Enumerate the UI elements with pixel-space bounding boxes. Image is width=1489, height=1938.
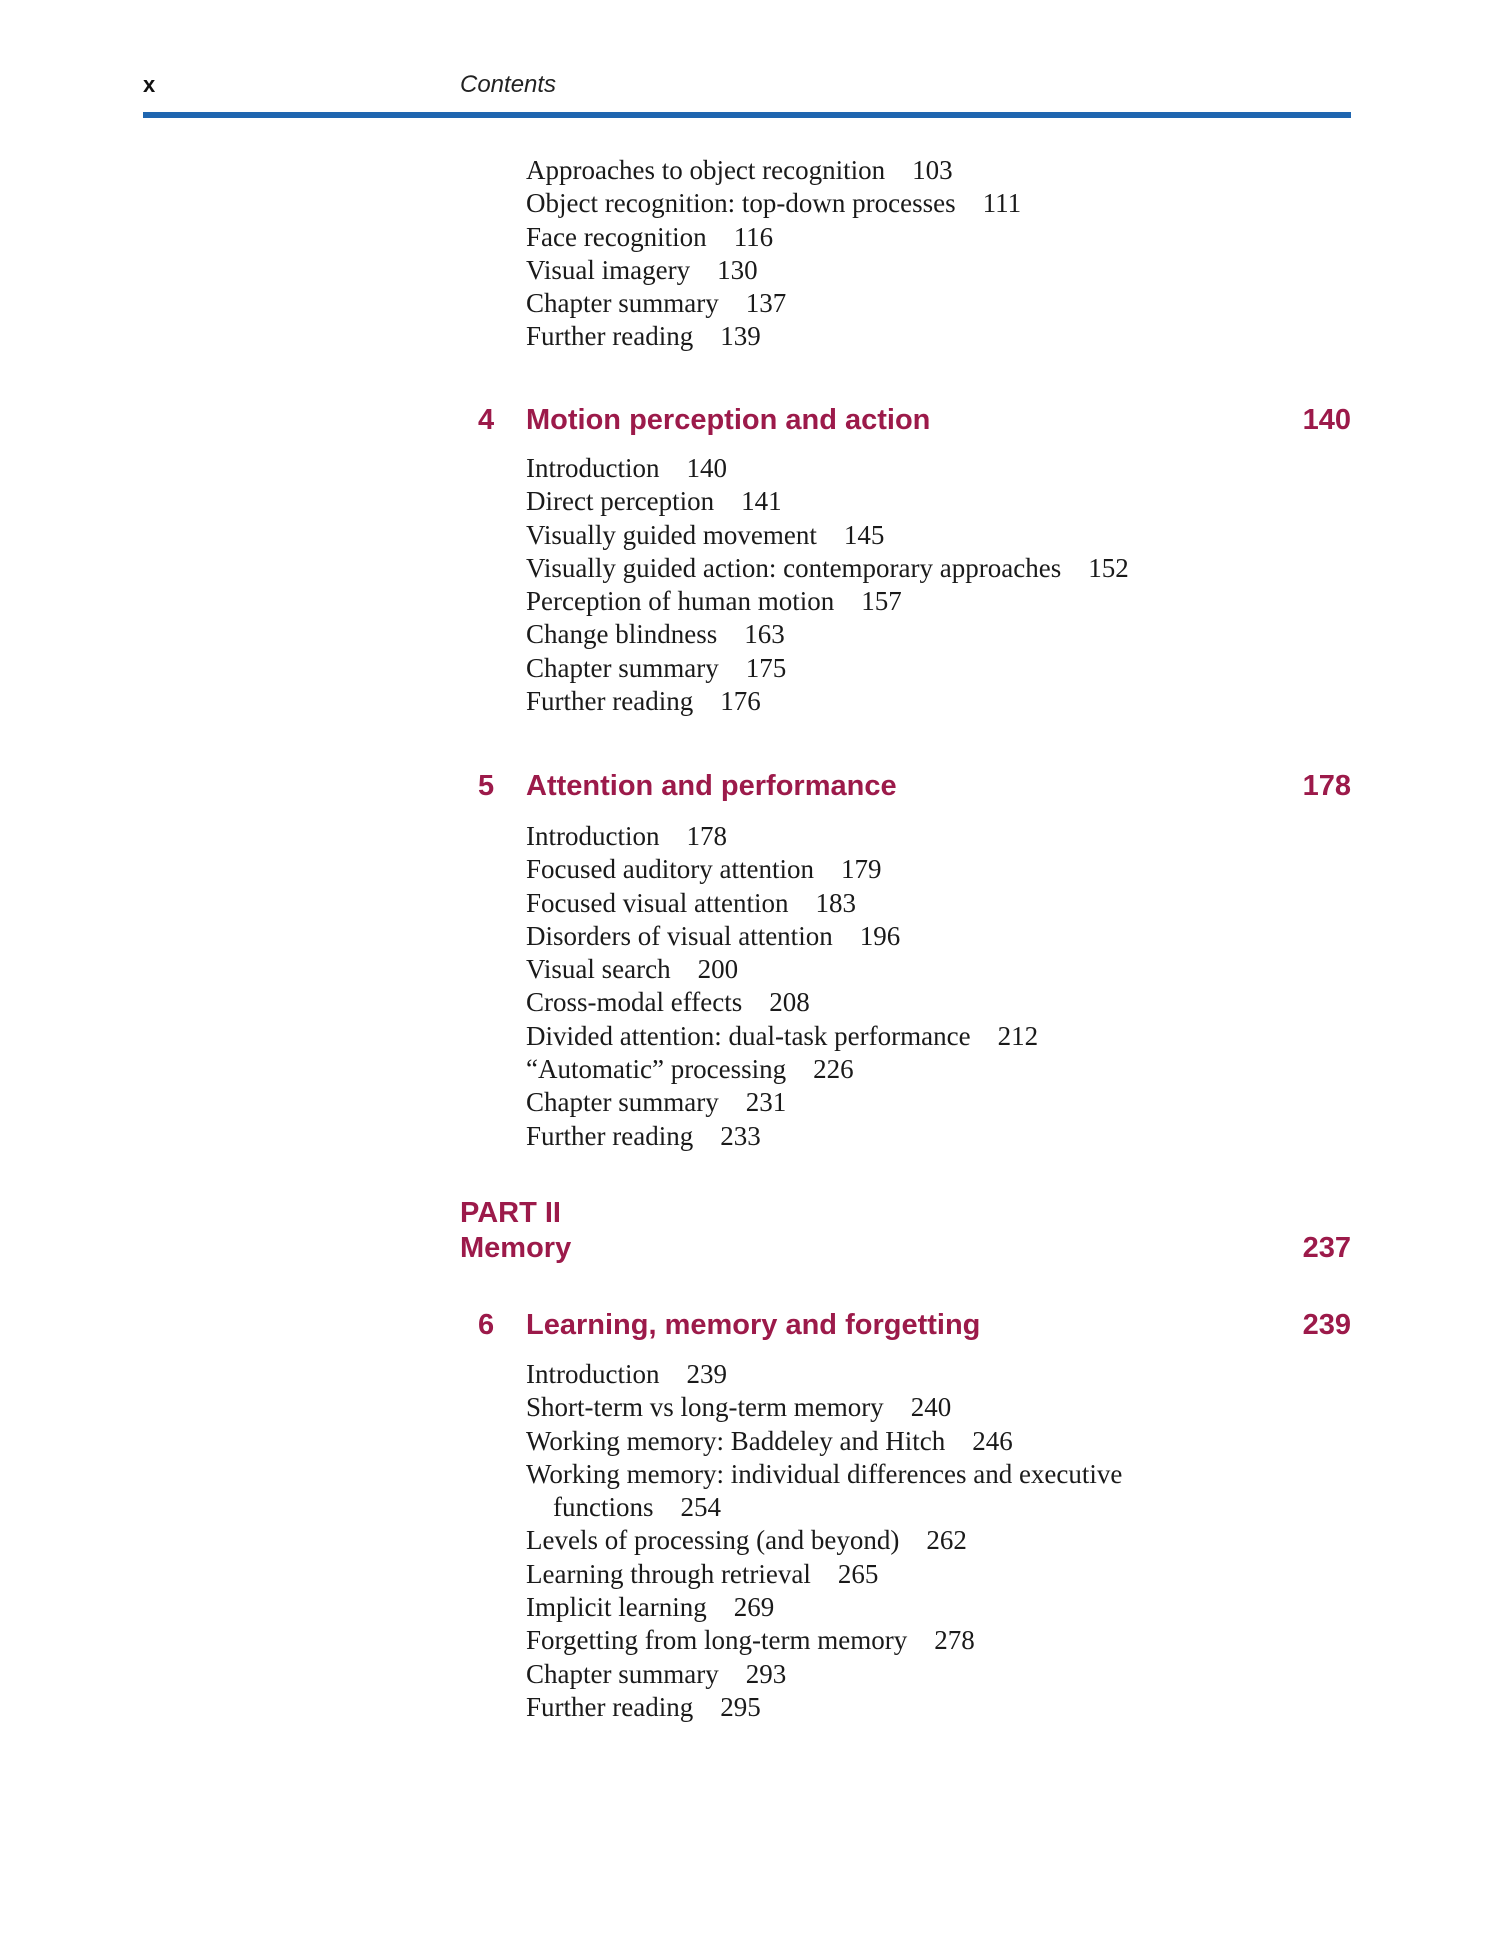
chapter-heading-5[interactable] — [460, 770, 1351, 810]
entry-title: Change blindness — [526, 619, 718, 650]
entry-title: Chapter summary — [526, 1087, 719, 1118]
header-rule — [143, 112, 1351, 118]
entry-page: 140 — [686, 453, 727, 483]
chapter-heading-6[interactable] — [460, 1309, 1351, 1349]
entry-page: 265 — [837, 1558, 879, 1589]
part-label: PART II — [460, 1197, 561, 1229]
entry-title: Further reading — [526, 686, 694, 717]
entry-page: 152 — [1088, 552, 1129, 583]
entry-page: 176 — [720, 686, 761, 717]
entry-title: Working memory: individual differences and executive — [526, 1458, 1123, 1489]
entry-title-continued: functions — [553, 1492, 654, 1523]
entry-title: Working memory: Baddeley and Hitch — [526, 1425, 946, 1456]
entry-list-continued — [526, 154, 1326, 354]
entry-page: 137 — [745, 288, 787, 319]
entry-page: 157 — [861, 586, 902, 617]
entry-title: Further reading — [526, 1691, 694, 1722]
entry-title: Chapter summary — [526, 1658, 719, 1689]
entry-page: 233 — [720, 1120, 761, 1151]
entry-page: 196 — [859, 920, 901, 951]
toc-entry[interactable] — [526, 1458, 1326, 1525]
entry-title: Focused auditory attention — [526, 854, 814, 885]
toc-entry[interactable] — [526, 287, 1326, 320]
chapter-title: Learning, memory and forgetting — [526, 1309, 981, 1341]
chapter-heading-4[interactable] — [460, 404, 1351, 444]
entry-title: Approaches to object recognition — [526, 155, 886, 185]
part-heading[interactable] — [460, 1196, 1351, 1266]
toc-entry[interactable] — [526, 1086, 1326, 1119]
entry-list-chapter-4 — [526, 452, 1326, 718]
entry-page: 178 — [686, 821, 727, 851]
entry-title: Learning through retrieval — [526, 1558, 811, 1589]
chapter-page: 178 — [1302, 770, 1351, 802]
chapter-page: 239 — [1302, 1309, 1351, 1341]
entry-page: 179 — [840, 854, 882, 885]
toc-entry[interactable] — [526, 1358, 1326, 1391]
toc-entry[interactable] — [526, 254, 1326, 287]
toc-entry[interactable] — [526, 652, 1326, 685]
toc-entry[interactable] — [526, 154, 1326, 187]
entry-title: Cross-modal effects — [526, 987, 743, 1018]
toc-entry[interactable] — [526, 1591, 1326, 1624]
toc-entry[interactable] — [526, 920, 1326, 953]
page-folio: x — [143, 72, 156, 97]
toc-entry[interactable] — [526, 853, 1326, 886]
chapter-number: 4 — [478, 404, 495, 436]
toc-entry[interactable] — [526, 820, 1326, 853]
toc-entry[interactable] — [526, 953, 1326, 986]
entry-list-chapter-6 — [526, 1358, 1326, 1724]
entry-list-chapter-5 — [526, 820, 1326, 1153]
toc-entry[interactable] — [526, 618, 1326, 651]
entry-page: 163 — [744, 619, 785, 650]
toc-entry[interactable] — [526, 1053, 1326, 1086]
chapter-number: 5 — [478, 770, 495, 802]
entry-title: Visual search — [526, 954, 671, 985]
entry-title: Further reading — [526, 1120, 694, 1151]
entry-page: 130 — [717, 254, 758, 285]
entry-title: “Automatic” processing — [526, 1054, 787, 1085]
entry-title: Object recognition: top-down processes — [526, 188, 956, 219]
entry-title: Visually guided action: contemporary approaches — [526, 552, 1062, 583]
toc-entry[interactable] — [526, 1624, 1326, 1657]
toc-entry[interactable] — [526, 221, 1326, 254]
entry-page: 208 — [769, 987, 810, 1018]
entry-page: 145 — [843, 519, 885, 550]
toc-entry[interactable] — [526, 1691, 1326, 1724]
entry-page: 254 — [680, 1492, 721, 1523]
entry-title: Direct perception — [526, 486, 715, 517]
toc-entry[interactable] — [526, 1658, 1326, 1691]
entry-title: Perception of human motion — [526, 586, 835, 617]
running-title: Contents — [460, 71, 557, 98]
running-header — [143, 72, 1351, 118]
chapter-title: Motion perception and action — [526, 404, 931, 436]
toc-entry[interactable] — [526, 485, 1326, 518]
toc-entry[interactable] — [526, 1558, 1326, 1591]
entry-page: 239 — [686, 1359, 727, 1389]
entry-title: Further reading — [526, 321, 694, 352]
chapter-page: 140 — [1302, 404, 1351, 436]
entry-page: 175 — [745, 652, 787, 683]
entry-page: 262 — [926, 1525, 967, 1556]
entry-page: 111 — [982, 188, 1022, 219]
entry-title: Introduction — [526, 453, 660, 483]
entry-page: 116 — [733, 221, 774, 252]
entry-title: Forgetting from long-term memory — [526, 1625, 908, 1656]
toc-entry[interactable] — [526, 585, 1326, 618]
chapter-number: 6 — [478, 1309, 495, 1341]
entry-page: 139 — [720, 321, 761, 352]
entry-page: 183 — [815, 887, 856, 918]
entry-page: 103 — [912, 155, 953, 185]
entry-title: Chapter summary — [526, 652, 719, 683]
entry-title: Divided attention: dual-task performance — [526, 1020, 971, 1051]
entry-title: Levels of processing (and beyond) — [526, 1525, 900, 1556]
chapter-title: Attention and performance — [526, 770, 897, 802]
entry-page: 240 — [910, 1392, 952, 1423]
toc-entry[interactable] — [526, 1391, 1326, 1424]
toc-entry[interactable] — [526, 1425, 1326, 1458]
entry-title: Introduction — [526, 821, 660, 851]
entry-page: 212 — [997, 1020, 1039, 1051]
entry-title: Introduction — [526, 1359, 660, 1389]
toc-entry[interactable] — [526, 452, 1326, 485]
part-title: Memory — [460, 1232, 572, 1264]
entry-title: Face recognition — [526, 221, 707, 252]
part-page: 237 — [1302, 1232, 1351, 1264]
toc-entry[interactable] — [526, 887, 1326, 920]
entry-title: Visually guided movement — [526, 519, 817, 550]
toc-entry[interactable] — [526, 1020, 1326, 1053]
entry-title: Chapter summary — [526, 288, 719, 319]
entry-page: 200 — [697, 954, 739, 985]
toc-entry[interactable] — [526, 1120, 1326, 1153]
entry-page: 295 — [720, 1691, 761, 1722]
entry-page: 269 — [733, 1592, 775, 1623]
toc-entry[interactable] — [526, 685, 1326, 718]
entry-title: Disorders of visual attention — [526, 920, 833, 951]
entry-page: 141 — [741, 486, 782, 517]
toc-entry[interactable] — [526, 320, 1326, 353]
entry-title: Focused visual attention — [526, 887, 789, 918]
toc-entry[interactable] — [526, 187, 1326, 220]
toc-entry[interactable] — [526, 986, 1326, 1019]
toc-entry[interactable] — [526, 552, 1326, 585]
entry-title: Visual imagery — [526, 254, 691, 285]
entry-page: 278 — [934, 1625, 975, 1656]
entry-page: 293 — [745, 1658, 787, 1689]
entry-page: 226 — [813, 1054, 854, 1085]
entry-title: Implicit learning — [526, 1592, 707, 1623]
entry-page: 231 — [745, 1087, 787, 1118]
toc-entry[interactable] — [526, 1524, 1326, 1557]
entry-page: 246 — [972, 1425, 1013, 1456]
toc-entry[interactable] — [526, 519, 1326, 552]
entry-title: Short-term vs long-term memory — [526, 1392, 884, 1423]
